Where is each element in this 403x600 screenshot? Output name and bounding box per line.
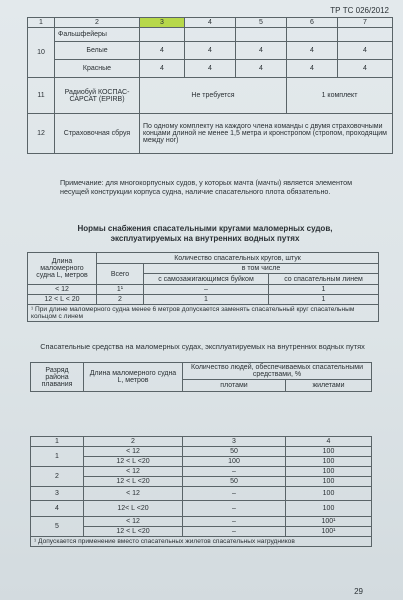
qty-cell: 4 [140,42,185,60]
length-cell: 12< L <20 [84,501,183,517]
note-text: для многокорпусных судов, у которых мачта (мачты) является элементом несущей конструкции корпуса судна, наличие спасательного плота обязательно. [60,178,353,197]
length-cell: < 12 [84,487,183,501]
col-number: 4 [286,437,372,447]
item-name: Белые [55,42,140,60]
vests-cell: 100 [286,447,372,457]
qty-cell: 4 [287,60,338,78]
item-name: Страховочная сбруя [55,114,140,154]
table-row [28,114,393,154]
buoy-cell: 1 [144,295,269,305]
header-cell: жилетами [286,380,372,392]
doc-code: ТР ТС 026/2012 [330,6,389,15]
vests-cell: 100¹ [286,527,372,537]
length-cell: < 12 [84,517,183,527]
length-cell: < 12 [84,467,183,477]
rescue-means-data [30,436,372,547]
qty-cell: 4 [185,42,236,60]
rafts-cell: 100 [183,457,286,467]
vests-cell: 100 [286,457,372,467]
line-cell: 1 [269,295,379,305]
qty-cell: 4 [338,60,393,78]
merged-cell: По одному комплекту на каждого члена команды с двумя страховочными концами длиной не менее 1,5 метра и кронстропом (стропом, проходящим между ног) [140,114,393,154]
length-cell: < 12 [28,285,97,295]
rafts-cell: – [183,487,286,501]
line-cell: 1 [269,285,379,295]
table-row [28,78,393,114]
qty-cell: 4 [185,60,236,78]
length-cell: 12 < L <20 [84,457,183,467]
equipment-table [27,17,393,154]
section-title: Нормы снабжения спасательными кругами маломерных судов, эксплуатируемых на внутренних водных путях [77,224,333,244]
column-number-row [28,18,393,28]
table-row [28,295,379,305]
rafts-cell: – [183,467,286,477]
row-number: 12 [28,114,55,154]
col-number: 1 [31,437,84,447]
rafts-cell: – [183,517,286,527]
rafts-cell: – [183,501,286,517]
page-number: 29 [354,587,363,596]
qty-cell: 4 [140,60,185,78]
zone-cell: 2 [31,467,84,487]
qty-cell: 4 [236,60,287,78]
item-name: Фальшфейеры [55,28,140,42]
buoy-cell: – [144,285,269,295]
footnote: ¹ При длине маломерного судна менее 6 метров допускается заменять спасательный круг спасательным кольцом с линем [28,305,379,322]
col-number: 4 [185,18,236,28]
header-cell: со спасательным линем [269,274,379,285]
zone-cell: 4 [31,501,84,517]
length-cell: 12 < L <20 [84,527,183,537]
zone-cell: 3 [31,487,84,501]
col-number: 7 [338,18,393,28]
header-cell: Разряд района плавания [31,363,84,392]
col-number: 1 [28,18,55,28]
vests-cell: 100 [286,487,372,501]
section-title: Спасательные средства на маломерных судах, эксплуатируемых на внутренних водных путях [40,342,365,351]
header-cell: Длина маломерного судна L, метров [28,253,97,285]
col-number: 2 [55,18,140,28]
vests-cell: 100¹ [286,517,372,527]
col-number: 3 [183,437,286,447]
col-number: 3 [140,18,185,28]
rafts-cell: 50 [183,477,286,487]
footnote: ¹ Допускается применение вместо спасательных жилетов спасательных нагрудников [31,537,372,547]
header-cell: плотами [183,380,286,392]
merged-cell: Не требуется [140,78,287,114]
item-name: Красные [55,60,140,78]
col-number: 2 [84,437,183,447]
rafts-cell: – [183,527,286,537]
total-cell: 1¹ [97,285,144,295]
qty-cell: 4 [287,42,338,60]
header-cell: с самозажигающимся буйком [144,274,269,285]
table-row [28,42,393,60]
vests-cell: 100 [286,477,372,487]
length-cell: < 12 [84,447,183,457]
row-number: 11 [28,78,55,114]
table-row [28,28,393,42]
note [60,178,382,197]
lifebuoy-table [27,252,379,322]
rafts-cell: 50 [183,447,286,457]
col-number: 5 [236,18,287,28]
header-cell: Количество спасательных кругов, штук [97,253,379,264]
header-cell: Количество людей, обеспечиваемых спасательными средствами, % [183,363,372,380]
vests-cell: 100 [286,467,372,477]
qty-cell: 4 [236,42,287,60]
table-row [28,60,393,78]
total-cell: 2 [97,295,144,305]
header-cell: в том числе [144,264,379,274]
length-cell: 12 < L <20 [84,477,183,487]
zone-cell: 5 [31,517,84,537]
length-cell: 12 < L < 20 [28,295,97,305]
vests-cell: 100 [286,501,372,517]
zone-cell: 1 [31,447,84,467]
header-cell: Всего [97,264,144,285]
qty-cell: 4 [338,42,393,60]
row-number: 10 [28,28,55,78]
header-cell: Длина маломерного судна L, метров [84,363,183,392]
rescue-means-table [30,362,372,392]
note-label: Примечание: [60,178,104,187]
merged-cell: 1 комплект [287,78,393,114]
table-row [28,285,379,295]
item-name: Радиобуй КОСПАС-САРСАТ (EPIRB) [55,78,140,114]
col-number: 6 [287,18,338,28]
